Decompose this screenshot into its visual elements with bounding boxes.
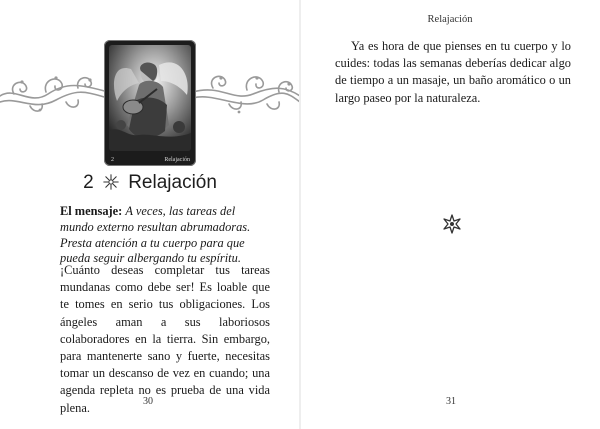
chapter-title bbox=[0, 172, 300, 194]
oracle-card-image bbox=[104, 40, 196, 166]
card-caption: Relajación bbox=[164, 157, 190, 163]
body-paragraph: ¡Cuánto deseas completar tus tareas mundanas como debe ser! Es loable que te tomes en serio tus obligaciones. Los ángeles aman a sus laboriosos colaboradores en la tierra. Sin embargo, para mantenerte sano y fuerte, necesitas tomar un descanso de vez en cuando; una agenda repleta no es prueba de una vida plena. bbox=[60, 263, 270, 415]
angel-illustration bbox=[109, 45, 191, 151]
card-number: 2 bbox=[111, 157, 114, 163]
page-number-right: 31 bbox=[446, 396, 456, 407]
scroll-flourish-icon bbox=[193, 66, 300, 116]
star-ornament-icon bbox=[103, 174, 119, 190]
chapter-title-text: Relajación bbox=[128, 172, 217, 193]
page-number-left: 30 bbox=[143, 396, 153, 407]
message-text: A veces, las tareas del mundo externo resultan abrumadoras. Presta atención a tu cuerpo para que pueda seguir albergando tu espíritu. bbox=[60, 204, 251, 266]
message-paragraph bbox=[60, 204, 270, 267]
chapter-number: 2 bbox=[83, 172, 94, 193]
book-gutter bbox=[299, 0, 301, 429]
scroll-flourish-icon bbox=[0, 66, 108, 116]
right-body-paragraph: Ya es hora de que pienses en tu cuerpo y lo cuides: todas las semanas deberías dedicar algo de tiempo a un masaje, un baño aromático o un largo paseo por la naturaleza. bbox=[335, 39, 571, 105]
running-head: Relajación bbox=[427, 14, 473, 25]
star-ornament-icon bbox=[442, 214, 462, 234]
message-lead: El mensaje: bbox=[60, 204, 123, 218]
